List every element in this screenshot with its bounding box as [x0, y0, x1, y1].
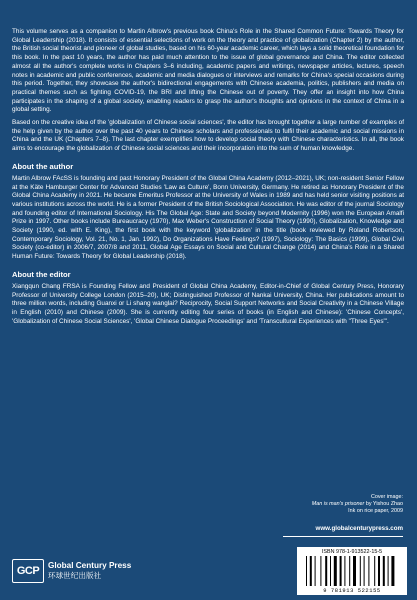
website-divider — [283, 536, 403, 537]
isbn-barcode — [297, 547, 407, 595]
publisher-logo — [12, 556, 131, 586]
publisher-name-zh: 环球世纪出版社 — [48, 571, 102, 580]
about-author-heading: About the author — [12, 161, 74, 171]
cover-credit-label: Cover image: — [370, 494, 403, 500]
cover-credit-artist: by Yishou Zhao — [364, 501, 403, 507]
about-editor-section — [12, 283, 404, 327]
gcp-logo-icon — [12, 559, 44, 583]
about-author-section — [12, 175, 404, 262]
barcode-icon — [305, 556, 399, 586]
cover-credit-medium: Ink on rice paper, 2009 — [348, 508, 403, 514]
cover-credit-line — [233, 501, 403, 508]
blurb-paragraph-2: Based on the creative idea of the 'globalization of Chinese social sciences', the editor has brought together a large number of examples of the help given by the author over the past 40 years to Chinese scholars and professionals to fulfil their academic and social missions in China and the UK (Chapters 7–8). The last chapter exemplifies how to develop social theory with Chinese characteristics. In all, the book aims to encourage the globalization of Chinese social sciences and their incorporation into the sum of human knowledge. — [12, 119, 404, 153]
blurb-paragraph-1: This volume serves as a companion to Martin Albrow's previous book China's Role in the Shared Common Future: Towards Theory for Global Leadership (2018). It consists of essential selections of work on the theory and practice of globalization (Chapter 2) by the author, the British social theorist and pioneer of global studies, based on his 60-year academic career, which lays a solid theoretical foundation for this book. In the past 10 years, the author has paid much attention to the issue of global governance and China. The editor collected almost all the author's complete works in Chapters 3–6 including, academic papers and writings, newspaper articles, lectures, speech notes in academic and public conferences, academic and media dialogues or interviews and remarks for China's special occasions during this period. Together, they showcase the author's bidirectional engagements with Chinese academia, politics, publishers and media on practical themes such as fighting COVID-19, the BRI and lifting the Chinese out of poverty. They offer an insight into how China participates in the shaping of a global society, enabling readers to grasp the author's thoughts and opinions in the context of China in a global setting. — [12, 28, 404, 114]
publisher-name-en: Global Century Press — [48, 561, 132, 570]
cover-image-credit — [233, 494, 403, 515]
about-author-text: Martin Albrow FAcSS is founding and past Honorary President of the Global China Academy (2012–2021), UK; non-resident Senior Fellow at the Käte Hamburger Center for Advanced Studies 'Law as Culture', Bonn University, Germany. He retired as Honorary President of the Global China Academy in 2021. He became Emeritus Professor at the University of Wales in 1989 and has held senior visiting positions at various institutions across the world. He is a former President of the British Sociological Association. He was editor of the journal Sociology and founding editor of International Sociology. His The Global Age: State and Society beyond Modernity (1996) won the European Amalfi Prize in 1997. Other books include Bureaucracy (1970), Max Weber's Construction of Social Theory (1990), Globalization, Knowledge and Society (1990, ed. with E. King), the first book with the keyword 'globalization' in the title (book reviewed by Roland Robertson, Contemporary Sociology, Vol. 21, No. 1, Jan. 1992), Do Organizations Have Feelings? (1997), Sociology: The Basics (1999), Global Civil Society (co-editor) in 2006/7, 2007/8 and 2011, Global Age Essays on Social and Cultural Change (2014) and China's Role in a Shared Human Future: Towards Theory for Global Leadership (2018). — [12, 174, 404, 261]
about-editor-heading: About the editor — [12, 269, 71, 279]
cover-credit-title: Man is man's prisoner — [311, 501, 365, 507]
publisher-website: www.globalcenturypress.com — [315, 525, 403, 532]
about-editor-text: Xiangqun Chang FRSA is Founding Fellow and President of Global China Academy, Editor-in-Chief of Global Century Press, Honorary Professor of University College London (2015–20), UK; Distinguished Professor of Nankai University, China. Her publications amount to three million words, including Guanxi or Li shang wanglai? Reciprocity, Social Support Networks and Social Creativity in a Chinese Village in English (2010) and Chinese (2009). She is currently editing four series of books (in English and Chinese): 'Chinese Concepts', 'Globalization of Chinese Social Sciences', 'Global Chinese Dialogue Proceedings' and 'Transcultural Experiences with "Three Eyes"'. — [12, 282, 404, 325]
barcode-digits: 9 781913 522155 — [323, 588, 381, 594]
cover-text-block — [12, 28, 404, 329]
isbn-label: ISBN 978-1-913522-15-5 — [321, 549, 383, 555]
publisher-name-block — [48, 561, 131, 581]
logo-mark-text: GCP — [16, 565, 40, 577]
